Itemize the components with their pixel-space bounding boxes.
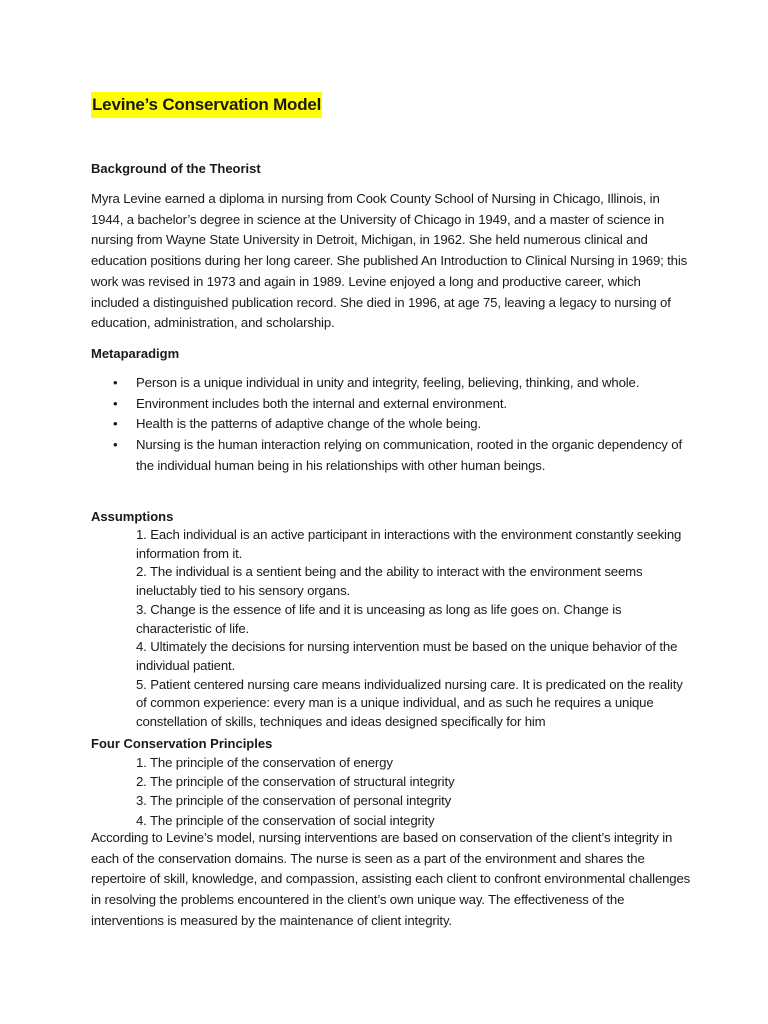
assumption-item: 2. The individual is a sentient being and the ability to interact with the environment seems ineluctably tied to his sensory organs. <box>136 564 643 599</box>
principles-list <box>136 753 691 830</box>
principle-item: 2. The principle of the conservation of structural integrity <box>136 774 455 790</box>
metaparadigm-heading: Metaparadigm <box>91 346 180 361</box>
bullet-icon: • <box>113 437 118 453</box>
assumption-item: 5. Patient centered nursing care means individualized nursing care. It is predicated on the reality of common experience: every man is a unique individual, and as such he requires a unique constellation of skills, techniques and ideas designed specifically for him <box>136 676 683 730</box>
assumptions-list <box>136 526 691 732</box>
background-heading: Background of the Theorist <box>91 161 261 176</box>
metaparadigm-item-text: Person is a unique individual in unity and integrity, feeling, believing, thinking, and whole. <box>136 375 640 390</box>
metaparadigm-item <box>91 414 691 435</box>
metaparadigm-item <box>91 373 691 394</box>
closing-paragraph: According to Levine’s model, nursing interventions are based on conservation of the client’s integrity in each of the conservation domains. The nurse is seen as a part of the environment and shares the repertoire of skill, knowledge, and compassion, assisting each client to confront environmental challenges in resolving the problems encountered in the client’s own unique way. The effectiveness of the interventions is measured by the maintenance of client integrity. <box>91 830 691 928</box>
assumption-item: 4. Ultimately the decisions for nursing intervention must be based on the unique behavior of the individual patient. <box>136 639 678 673</box>
bullet-icon: • <box>113 416 118 432</box>
principles-heading: Four Conservation Principles <box>91 736 273 751</box>
metaparadigm-item <box>91 435 691 476</box>
assumptions-heading: Assumptions <box>91 509 174 524</box>
assumption-item: 3. Change is the essence of life and it is unceasing as long as life goes on. Change is characteristic of life. <box>136 601 622 636</box>
metaparadigm-item <box>91 394 691 415</box>
bullet-icon: • <box>113 375 118 390</box>
assumption-item: 1. Each individual is an active participant in interactions with the environment constantly seeking information from it. <box>136 527 682 561</box>
bullet-icon: • <box>113 395 118 411</box>
metaparadigm-item-text: Nursing is the human interaction relying on communication, rooted in the organic dependency of the individual human being in his relationships with other human beings. <box>136 437 682 473</box>
principle-item: 3. The principle of the conservation of personal integrity <box>136 793 452 809</box>
metaparadigm-item-text: Health is the patterns of adaptive change of the whole being. <box>136 416 481 432</box>
document-title: Levine’s Conservation Model <box>91 92 322 118</box>
metaparadigm-item-text: Environment includes both the internal and external environment. <box>136 395 507 411</box>
background-paragraph: Myra Levine earned a diploma in nursing from Cook County School of Nursing in Chicago, Illinois, in 1944, a bachelor’s degree in science at the University of Chicago in 1949, and a master of science in nursing from Wayne State University in Detroit, Michigan, in 1962. She held numerous clinical and education positions during her long career. She published An Introduction to Clinical Nursing in 1969; this work was revised in 1973 and again in 1989. Levine enjoyed a long and productive career, which included a distinguished publication record. She died in 1996, at age 75, leaving a legacy to nursing of education, administration, and scholarship. <box>91 191 688 331</box>
principle-item: 4. The principle of the conservation of social integrity <box>136 812 435 828</box>
principle-item: 1. The principle of the conservation of energy <box>136 755 393 770</box>
metaparadigm-list <box>91 373 691 477</box>
